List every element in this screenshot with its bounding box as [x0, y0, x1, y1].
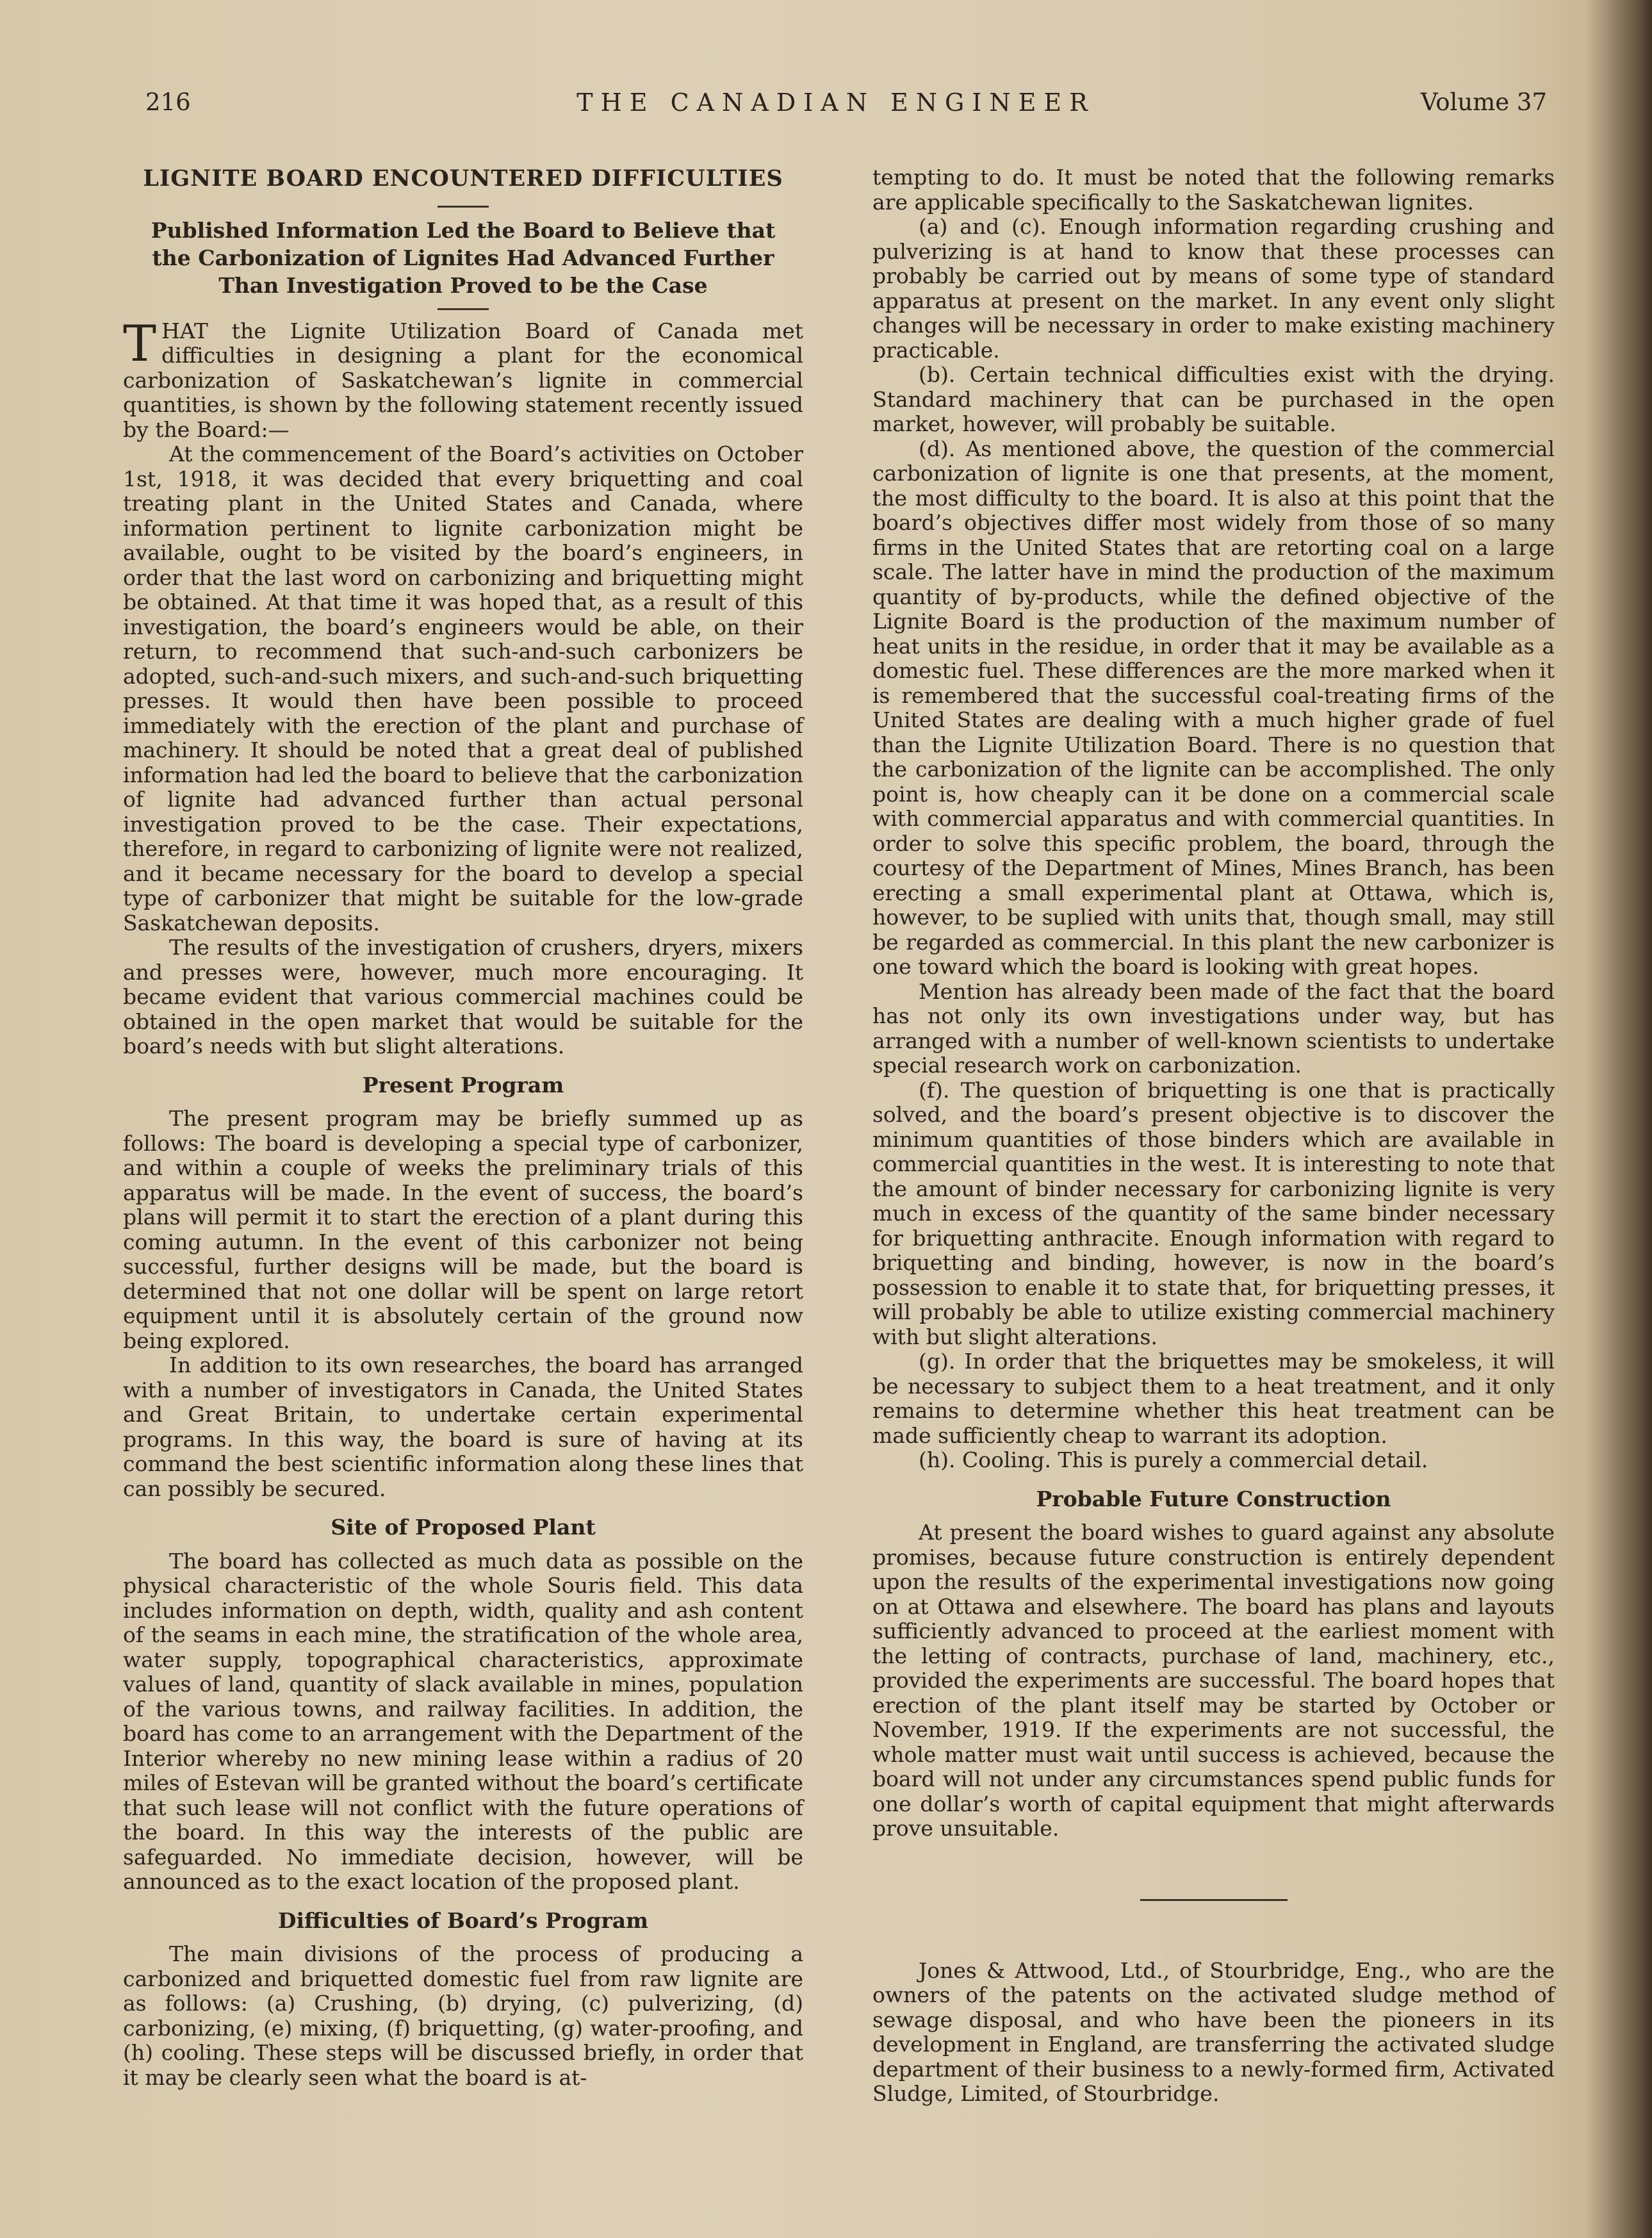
- paragraph: (b). Certain technical difficulties exist with the drying. Standard machinery that can be purchased in the open market, however, will probably be suitable.: [872, 362, 1555, 436]
- paragraph: (f). The question of briquetting is one that is practically solved, and the board’s present objective is to discover the minimum quantities of those binders which are available in commercial quantities in the west. It is interesting to note that the amount of binder necessary for carbonizing lignite is very much in excess of the quantity of the same binder necessary for briquetting anthracite. Enough information with regard to briquetting and binding, however, is now in the board’s possession to enable it to state that, for briquetting presses, it will probably be able to utilize existing commercial machinery with but slight alterations.: [872, 1077, 1555, 1349]
- drop-cap: T: [123, 315, 157, 373]
- page-header: [125, 88, 1547, 127]
- paragraph: (d). As mentioned above, the question of the commercial carbonization of lignite is one that presents, at the moment, the most difficulty to the board. It is also at this point that the board’s objectives differ most widely from those of so many firms in the United States that are retorting coal on a large scale. The latter have in mind the production of the maximum quantity of by-products, while the defined objective of the Lignite Board is the production of the maximum number of heat units in the residue, in order that it may be available as a domestic fuel. These differences are the more marked when it is remembered that the successful coal-treating firms of the United States are dealing with a much higher grade of fuel than the Lignite Utilization Board. There is no question that the carbonization of the lignite can be accomplished. The only point is, how cheaply can it be done on a commercial scale with commercial apparatus and with commercial quantities. In order to solve this specific problem, the board, through the courtesy of the Department of Mines, Mines Branch, has been erecting a small experimental plant at Ottawa, which is, however, to be suplied with units that, though small, may still be regarded as commercial. In this plant the new carbonizer is one toward which the board is looking with great hopes.: [872, 436, 1555, 979]
- volume-label: Volume 37: [1420, 88, 1547, 116]
- paragraph: (g). In order that the briquettes may be smokeless, it will be necessary to subject them to a heat treatment, and it only remains to determine whether this heat treatment can be made sufficiently cheap to warrant its adoption.: [872, 1349, 1555, 1448]
- journal-title: THE CANADIAN ENGINEER: [577, 88, 1095, 117]
- paragraph: At the commencement of the Board’s activities on October 1st, 1918, it was decided that every briquetting and coal treating plant in the United States and Canada, where information pertinent to lignite carbonization might be available, ought to be visited by the board’s engineers, in order that the last word on carbonizing and briquetting might be obtained. At that time it was hoped that, as a result of this investigation, the board’s engineers would be able, on their return, to recommend that such-and-such carbonizers be adopted, such-and-such mixers, and such-and-such briquetting presses. It would then have been possible to proceed immediately with the erection of the plant and purchase of machinery. It should be noted that a great deal of published information had led the board to believe that the carbonization of lignite had advanced further than actual personal investigation proved to be the case. Their expectations, therefore, in regard to carbonizing of lignite were not realized, and it became necessary for the board to develop a special type of carbonizer that might be suitable for the low-grade Saskatchewan deposits.: [123, 441, 803, 935]
- article-subtitle: Published Information Led the Board to Believe that the Carbonization of Lignites Had Advanced Further Than Investigation Proved to be the Case: [151, 217, 776, 298]
- paragraph: Mention has already been made of the fact that the board has not only its own investigations under way, but has arranged with a number of well-known scientists to undertake special research work on carbonization.: [872, 978, 1555, 1078]
- article-title: LIGNITE BOARD ENCOUNTERED DIFFICULTIES: [143, 165, 783, 192]
- separator-rule: [1140, 1899, 1288, 1901]
- intro-text: HAT the Lignite Utilization Board of Canada met difficulties in designing a plant for the economical carbonization of Saskatchewan’s lignite in commercial quantities, is shown by the following statement recently issued by the Board:—: [123, 318, 803, 442]
- paragraph: In addition to its own researches, the board has arranged with a number of investigators in Canada, the United States and Great Britain, to undertake certain experimental programs. In this way, the board is sure of having at its command the best scientific information along these lines that can possibly be secured.: [123, 1353, 803, 1501]
- page-number: 216: [145, 88, 191, 116]
- notice-text: Jones & Attwood, Ltd., of Stourbridge, Eng., who are the owners of the patents on the activated sludge method of sewage disposal, and who have been the pioneers in its development in England, are transferring the activated sludge department of their business to a newly-formed firm, Activated Sludge, Limited, of Stourbridge.: [872, 1957, 1555, 2106]
- subtitle-rule: [438, 308, 489, 310]
- right-column: [872, 165, 1555, 2107]
- paragraph: (h). Cooling. This is purely a commercial detail.: [919, 1447, 1428, 1472]
- paragraph: The main divisions of the process of producing a carbonized and briquetted domestic fuel from raw lignite are as follows: (a) Crushing, (b) drying, (c) pulverizing, (d) carbonizing, (e) mixing, (f) briquetting, (g) water-proofing, and (h) cooling. These steps will be discussed briefly, in order that it may be clearly seen what the board is at-: [123, 1941, 803, 2090]
- section-heading-site: Site of Proposed Plant: [331, 1515, 596, 1540]
- news-notice: [872, 1959, 1555, 2107]
- intro-paragraph: [123, 315, 803, 443]
- paragraph: The board has collected as much data as possible on the physical characteristic of the whole Souris field. This data includes information on depth, width, quality and ash content of the seams in each mine, the stratification of the whole area, water supply, topographical characteristics, approximate values of land, quantity of slack available in mines, population of the various towns, and railway facilities. In addition, the board has come to an arrangement with the Department of the Interior whereby no new mining lease within a radius of 20 miles of Estevan will be granted without the board’s certificate that such lease will not conflict with the future operations of the board. In this way the interests of the public are safeguarded. No immediate decision, however, will be announced as to the exact location of the proposed plant.: [123, 1548, 803, 1894]
- section-heading-difficulties: Difficulties of Board’s Program: [277, 1907, 649, 1933]
- paragraph: The present program may be briefly summed up as follows: The board is developing a special type of carbonizer, and within a couple of weeks the preliminary trials of this apparatus will be made. In the event of success, the board’s plans will permit it to start the erection of a plant during this coming autumn. In the event of this carbonizer not being successful, further designs will be made, but the board is determined that not one dollar will be spent on large retort equipment until it is absolutely certain of the ground now being explored.: [123, 1106, 803, 1353]
- paragraph: (a) and (c). Enough information regarding crushing and pulverizing is at hand to know that these processes can probably be carried out by means of some type of standard apparatus at present on the market. In any event only slight changes will be necessary in order to make existing machinery practicable.: [872, 214, 1555, 363]
- section-heading-present-program: Present Program: [362, 1072, 564, 1098]
- title-rule: [438, 206, 489, 208]
- paragraph: At present the board wishes to guard against any absolute promises, because future construction is entirely dependent upon the results of the experimental investigations now going on at Ottawa and elsewhere. The board has plans and layouts sufficiently advanced to proceed at the earliest moment with the letting of contracts, purchase of land, machinery, etc., provided the experiments are successful. The board hopes that erection of the plant itself may be started by October or November, 1919. If the experiments are not successful, the whole matter must wait until success is achieved, because the board will not under any circumstances spend public funds for one dollar’s worth of capital equipment that might afterwards prove unsuitable.: [872, 1520, 1555, 1841]
- section-heading-future: Probable Future Construction: [1036, 1486, 1391, 1511]
- paragraph: The results of the investigation of crushers, dryers, mixers and presses were, however, much more encouraging. It became evident that various commercial machines could be obtained in the open market that would be suitable for the board’s needs with but slight alterations.: [123, 935, 803, 1058]
- paragraph: tempting to do. It must be noted that the following remarks are applicable specifically to the Saskatchewan lignites.: [872, 165, 1555, 215]
- left-column: [123, 165, 803, 2090]
